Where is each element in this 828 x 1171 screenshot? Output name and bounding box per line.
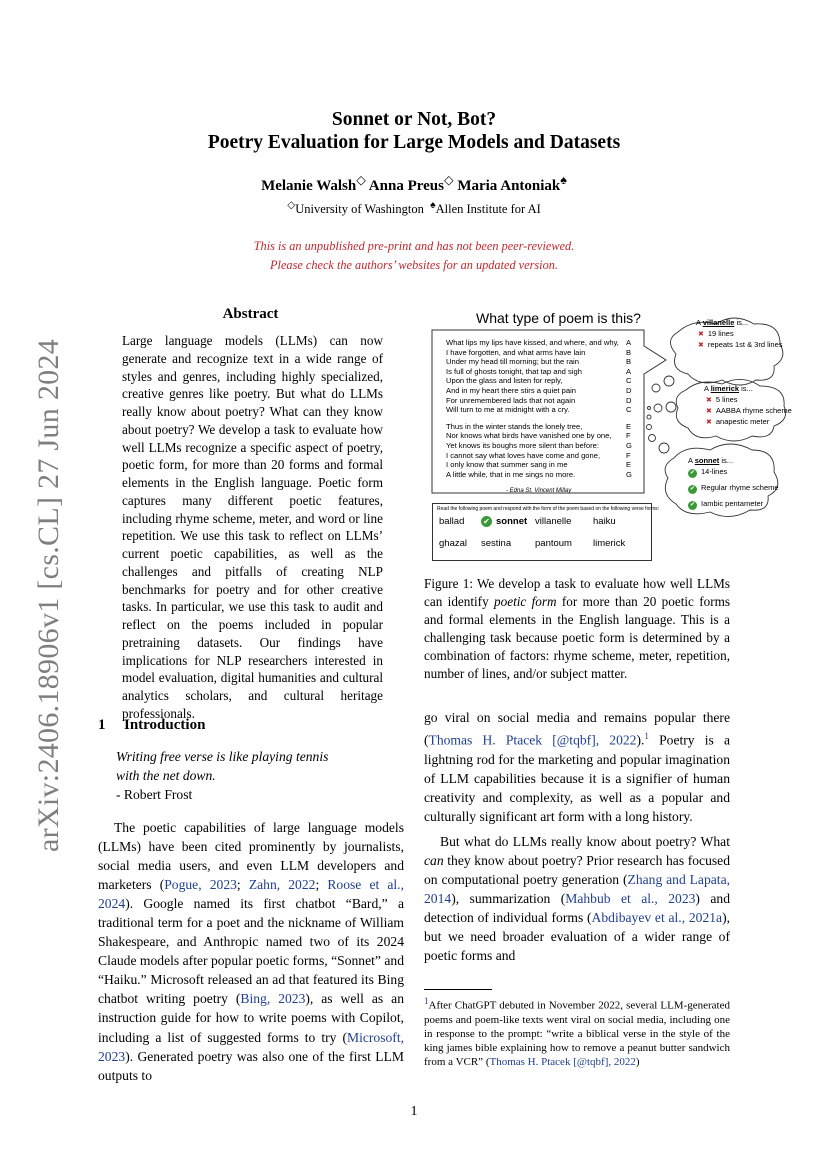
poem-line: A little while, that in me sings no more. <box>446 469 576 479</box>
cloud-item <box>688 467 779 478</box>
answer-option <box>535 516 571 527</box>
answer-label: pantoum <box>535 538 572 549</box>
rhyme-letter: E <box>626 460 632 470</box>
page-number: 1 <box>410 1104 418 1119</box>
note-line: This is an unpublished pre-print and has not been peer-reviewed. <box>253 239 575 253</box>
epigraph-quote-line: with the net down. <box>116 768 216 783</box>
thought-cloud <box>684 318 783 351</box>
abstract-heading: Abstract <box>222 306 279 322</box>
poem-line: Under my head till morning; but the rain <box>446 357 579 367</box>
rhyme-letter: E <box>626 421 632 431</box>
affiliation-mark: ◇ <box>287 200 296 211</box>
cloud-form-name: sonnet <box>694 456 720 465</box>
affiliation-name: Allen Institute for AI <box>435 202 541 217</box>
cloud-item <box>706 417 792 426</box>
title-line-1: Sonnet or Not, Bot? <box>331 109 497 130</box>
citation-link[interactable]: Roose et al., 2024 <box>98 877 404 912</box>
cloud-heading: A villanelle is... <box>696 318 749 327</box>
citation-link[interactable]: Pogue, 2023 <box>164 877 237 893</box>
answer-label: ghazal <box>439 538 467 549</box>
answer-option <box>481 516 527 527</box>
arxiv-id: arXiv:2406.18906v1 [cs.CL] 27 Jun 2024 <box>32 338 65 852</box>
cloud-item <box>698 340 783 349</box>
epigraph <box>116 747 406 804</box>
footnote-mark[interactable]: 1 <box>644 731 649 742</box>
author-name: Anna Preus <box>368 178 444 194</box>
affiliations <box>130 199 698 217</box>
cloud-item-text: 19 lines <box>707 329 734 338</box>
thought-cloud <box>692 384 792 428</box>
abstract-text: Large language models (LLMs) can now generate and recognize text in a wide range of styles and genres, including highly specialized, creative genres like poetry. But what do LLMs really know about poetry? What can they know about poetry? We develop a task to evaluate how well LLMs recognize a specific aspect of poetry, poetic form, for more than 20 forms and formal elements in the English language. Poetic form captures many different poetic features, including rhyme scheme, meter, and word or line repetition. We use this task to reflect on LLMs’ current poetic capabilities, as well as the challenges and pitfalls of creating NLP benchmarks for poetry and for other creative tasks. In particular, we use this task to audit and reflect on the poems included in popular pretraining datasets. Our findings have implications for NLP researchers interested in model evaluation, digital humanities and cultural analytics scholars, and cultural heritage professionals. <box>122 333 383 721</box>
rhyme-letter: D <box>626 395 632 405</box>
rhyme-letter: F <box>626 450 631 460</box>
cross-icon: ✖ <box>706 419 712 426</box>
cloud-item <box>706 395 792 404</box>
answer-option <box>535 538 572 549</box>
cloud-form-name: villanelle <box>702 318 735 327</box>
affiliation-name: University of Washington <box>295 202 424 217</box>
poem-text <box>432 330 644 493</box>
rhyme-letter: B <box>626 347 632 357</box>
citation-link[interactable]: Abdibayev et al., 2021a <box>591 910 723 925</box>
paper-title <box>130 108 698 154</box>
intro-left-column <box>98 818 404 1085</box>
citation-link[interactable]: Mahbub et al., 2023 <box>565 890 696 906</box>
cross-icon: ✖ <box>698 331 704 338</box>
section-heading <box>98 717 205 734</box>
answer-box <box>432 503 660 561</box>
poem-line: Yet knows its boughs more silent than before: <box>446 441 599 450</box>
figure-caption: Figure 1: We develop a task to evaluate how well LLMs can identify poetic form for more than 20 poetic forms and formal elements in the English language. This is a challenging task because poetic form is determined by a combination of factors: rhyme scheme, meter, repetition, number of lines, and/or subject matter. <box>424 576 730 681</box>
note-line: Please check the authors’ websites for an updated version. <box>270 258 558 272</box>
cloud-item-text: AABBA rhyme scheme <box>715 406 792 415</box>
footnote-mark[interactable]: 1 <box>424 996 429 1006</box>
author-mark: ◇ <box>443 173 454 187</box>
intro-paragraph: go viral on social media and remains popular there (Thomas H. Ptacek [@tqbf], 2022).$^1$ Poetry is a lightning rod for the marketing and popular imagination of LLM capabilities because it is a signifier of human creativity and complexity, as well as a popular and culturally significant art form with a long history. <box>424 710 730 824</box>
author-list <box>130 172 698 195</box>
citation-link[interactable]: Zhang and Lapata, 2014 <box>424 871 731 906</box>
citation-link[interactable]: Microsoft, 2023 <box>98 1029 404 1064</box>
poem-line: What lips my lips have kissed, and where, and why, <box>446 338 619 347</box>
footnote: $^1$After ChatGPT debuted in November 2022, several LLM-generated poems and poem-like texts went viral on social media, including one in response to the prompt: “write a biblical verse in the style of the king james bible explaining how to remove a peanut butter sandwich from a VCR” (Thomas H. Ptacek [@tqbf], 2022) <box>424 996 730 1069</box>
poem-line: Is full of ghosts tonight, that tap and sigh <box>446 366 582 376</box>
rhyme-letter: A <box>626 366 632 376</box>
poem-line: Nor knows what birds have vanished one by one, <box>446 431 612 441</box>
section-number: 1 <box>98 717 106 733</box>
answer-label: sestina <box>481 538 512 549</box>
citation-link[interactable]: Thomas H. Ptacek [@tqbf], 2022 <box>428 732 637 748</box>
rhyme-letter: B <box>626 357 632 367</box>
answer-label: ballad <box>439 516 465 527</box>
rhyme-letter: C <box>626 376 632 386</box>
cloud-form-name: limerick <box>710 384 740 393</box>
answer-option <box>593 516 616 527</box>
poem-line: Upon the glass and listen for reply, <box>446 376 563 386</box>
poem-line: Thus in the winter stands the lonely tree, <box>446 421 583 431</box>
rhyme-letter: F <box>626 431 631 441</box>
check-icon: ✔ <box>481 516 492 527</box>
citation-link[interactable]: Bing, 2023 <box>240 991 306 1007</box>
answer-label: limerick <box>593 538 626 549</box>
poem-credit: - Edna St. Vincent Millay <box>506 488 572 494</box>
cloud-item-text: repeats 1st & 3rd lines <box>707 340 783 349</box>
answer-instruction: Read the following poem and respond with the form of the poem based on the following verse forms: <box>437 506 660 512</box>
cloud-item-text: 5 lines <box>715 395 738 404</box>
citation-link[interactable]: Thomas H. Ptacek [@tqbf], 2022 <box>489 1056 636 1069</box>
rhyme-letter: G <box>626 441 632 450</box>
cloud-heading: A sonnet is... <box>688 456 734 465</box>
cloud-item <box>688 499 779 510</box>
intro-paragraph: But what do LLMs really know about poetry? What can they know about poetry? Prior research has focused on computational poetry generation (Zhang and Lapata, 2014), summarization (Mahbub et al., 2023) and detection of individual forms (Abdibayev et al., 2021a), but we need broader evaluation of a wider range of poetic forms and <box>424 833 731 964</box>
answer-label: haiku <box>593 516 616 527</box>
rhyme-letter: C <box>626 405 632 415</box>
arxiv-sidebar <box>12 338 65 852</box>
answer-label: sonnet <box>496 516 528 527</box>
intro-paragraph: The poetic capabilities of large language models (LLMs) have been cited prominently by journalists, social media users, and even LLM developers and marketers (Pogue, 2023; Zahn, 2022; Roose et al., 2024). Google named its first chatbot “Bard,” a traditional term for a poet and the nickname of William Shakespeare, and Anthropic named two of its 2024 Claude models after popular poetic forms, “Sonnet” and “Haiku.” Microsoft released an ad that featured its Bing chatbot writing poetry (Bing, 2023), as well as an instruction guide for how to write poems with Copilot, including a list of suggested forms to try (Microsoft, 2023). Generated poetry was also one of the first LLM outputs to <box>98 820 405 1083</box>
cloud-item-text: Regular rhyme scheme <box>701 483 779 492</box>
author-name: Melanie Walsh <box>261 178 357 194</box>
rhyme-letter: G <box>626 469 632 479</box>
intro-right-column <box>424 708 730 965</box>
figure-title: What type of poem is this? <box>476 310 641 326</box>
section-title: Introduction <box>124 717 206 733</box>
footnote-rule <box>424 989 492 990</box>
cloud-item <box>688 483 779 494</box>
cloud-heading: A limerick is... <box>704 384 753 393</box>
check-icon: ✔ <box>689 502 696 508</box>
poem-line: For unremembered lads that not again <box>446 395 576 405</box>
check-icon: ✔ <box>689 486 696 492</box>
answer-option <box>481 538 511 549</box>
answer-option <box>439 516 464 527</box>
figure-1 <box>424 308 792 566</box>
affiliation-mark: ♠ <box>430 200 436 211</box>
cross-icon: ✖ <box>706 397 712 404</box>
rhyme-letter: A <box>626 338 632 347</box>
author-mark: ♠ <box>560 173 567 187</box>
cross-icon: ✖ <box>698 342 704 349</box>
poem-line: I only know that summer sang in me <box>446 460 568 470</box>
cloud-item <box>698 329 783 338</box>
cloud-item-text: Iambic pentameter <box>701 499 764 508</box>
poem-line: I have forgotten, and what arms have lain <box>446 347 586 357</box>
rhyme-letter: D <box>626 386 632 395</box>
cloud-item-text: 14-lines <box>701 467 728 476</box>
author-name: Maria Antoniak <box>457 178 561 194</box>
cloud-item <box>706 406 792 415</box>
title-line-2: Poetry Evaluation for Large Models and Datasets <box>207 132 621 153</box>
emphasis: poetic form <box>494 593 557 609</box>
poem-line: I cannot say what loves have come and gone, <box>446 450 601 460</box>
check-icon: ✔ <box>689 470 696 476</box>
cross-icon: ✖ <box>706 408 712 415</box>
emphasis: can <box>424 852 444 868</box>
preprint-note <box>130 237 698 275</box>
poem-line: And in my heart there stirs a quiet pain <box>446 386 577 395</box>
thought-cloud <box>682 456 779 515</box>
author-mark: ◇ <box>356 173 366 187</box>
answer-option <box>593 538 625 549</box>
epigraph-author: - Robert Frost <box>116 787 193 802</box>
citation-link[interactable]: Zahn, 2022 <box>248 877 316 893</box>
cloud-item-text: anapestic meter <box>715 417 770 426</box>
answer-label: villanelle <box>535 516 572 527</box>
answer-option <box>439 538 467 549</box>
poem-line: Will turn to me at midnight with a cry. <box>446 405 570 415</box>
epigraph-quote-line: Writing free verse is like playing tennis <box>116 749 329 764</box>
